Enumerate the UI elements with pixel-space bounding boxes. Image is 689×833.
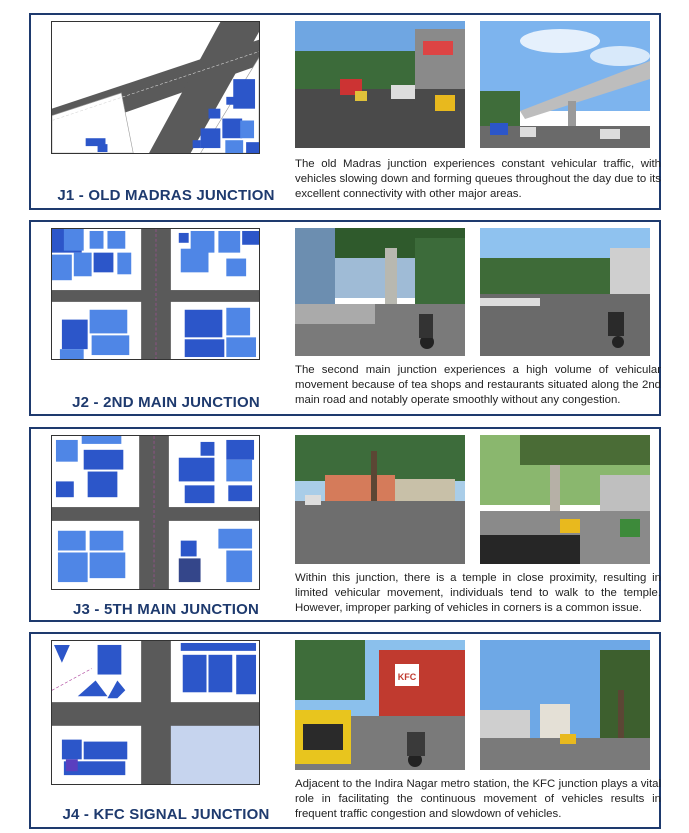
junction-panel-j1 (29, 13, 661, 210)
junction-title: J4 - KFC SIGNAL JUNCTION (62, 806, 270, 823)
junction-panel-j4 (29, 632, 661, 829)
junction-title: J1 - OLD MADRAS JUNCTION (57, 187, 275, 204)
street-photo-j3-b (480, 435, 650, 564)
junction-description: Within this junction, there is a temple in close proximity, resulting in limited vehicular movement, individuals tend to walk to the temple. However, improper parking of vehicles in corners is a common issue. (295, 572, 661, 614)
street-photo-j1-b (480, 21, 650, 148)
junction-description: The old Madras junction experiences constant vehicular traffic, with vehicles slowing down and forming queues throughout the day due to its excellent connectivity with other major areas. (295, 158, 661, 200)
junction-title: J2 - 2ND MAIN JUNCTION (72, 394, 260, 411)
junction-map-j2 (51, 228, 260, 360)
junction-description: Adjacent to the Indira Nagar metro station, the KFC junction plays a vital role in facilitating the continuous movement of vehicles results in frequent traffic congestion and slowdown of vehicles. (295, 778, 661, 820)
junction-description: The second main junction experiences a high volume of vehicular movement because of tea shops and restaurants situated along the 2nd main road and notably operate smoothly without any congestion. (295, 364, 661, 406)
junction-panel-j3 (29, 427, 661, 622)
street-photo-j2-b (480, 228, 650, 356)
street-photo-j4-a (295, 640, 465, 770)
junction-map-j1 (51, 21, 260, 154)
street-photo-j3-a (295, 435, 465, 564)
junction-panel-j2 (29, 220, 661, 416)
junction-map-j3 (51, 435, 260, 590)
street-photo-j2-a (295, 228, 465, 356)
street-photo-j4-b (480, 640, 650, 770)
junction-title: J3 - 5TH MAIN JUNCTION (72, 601, 260, 618)
street-photo-j1-a (295, 21, 465, 148)
junction-map-j4 (51, 640, 260, 785)
kfc-sign: KFC (397, 672, 417, 682)
